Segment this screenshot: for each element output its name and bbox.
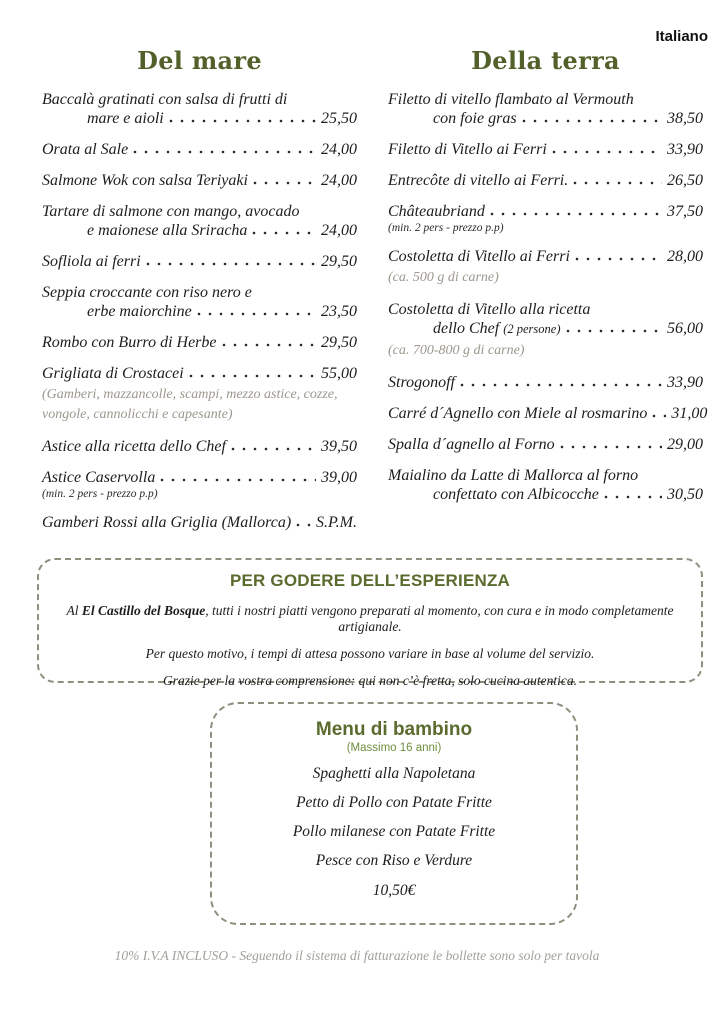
kids-menu-item: Pesce con Riso e Verdure — [315, 852, 473, 869]
dot-leader — [253, 181, 316, 185]
menu-item-line — [388, 247, 703, 266]
dot-leader — [575, 257, 662, 261]
dish-name: Astice Caservolla — [42, 469, 156, 486]
kids-menu-item: Pollo milanese con Patate Fritte — [292, 823, 496, 840]
menu-item-line — [388, 373, 703, 392]
dish-name: confettato con Albicocche — [433, 486, 599, 503]
experience-line-2: Per questo motivo, i tempi di attesa possono variare in base al volume del servizio. — [145, 646, 595, 661]
dish-price: 39,50 — [321, 438, 357, 455]
dish-price: 33,90 — [667, 141, 703, 158]
menu-item — [42, 364, 357, 425]
dish-price: 25,50 — [321, 110, 357, 127]
menu-item-line — [388, 171, 703, 190]
dish-price: 30,50 — [667, 486, 703, 503]
experience-line-3: Grazie per la vostra comprensione: qui non c’è fretta, solo cucina autentica. — [162, 673, 578, 688]
del-mare-items — [42, 90, 357, 532]
menu-item — [42, 252, 357, 271]
menu-item — [388, 140, 703, 159]
dish-name: Salmone Wok con salsa Teriyaki — [42, 172, 248, 189]
dish-name: Entrecôte di vitello ai Ferri. — [388, 172, 569, 189]
menu-item — [42, 513, 357, 532]
dish-name: erbe maiorchine — [87, 303, 192, 320]
menu-item — [42, 333, 357, 352]
dot-leader — [252, 231, 316, 235]
section-title-del-mare: Del mare — [137, 46, 262, 75]
dish-name: Seppia croccante con riso nero e — [42, 284, 252, 301]
dish-note: (min. 2 pers - prezzo p.p) — [42, 488, 158, 500]
dish-price: 55,00 — [321, 365, 357, 382]
kids-menu-items — [212, 766, 576, 869]
dish-note: (ca. 700-800 g di carne) — [388, 343, 525, 358]
dish-price: 23,50 — [321, 303, 357, 320]
dot-leader — [160, 478, 316, 482]
dish-price: 29,50 — [321, 253, 357, 270]
dish-price: 38,50 — [667, 110, 703, 127]
dot-leader — [189, 374, 316, 378]
dish-price: 29,00 — [667, 436, 703, 453]
menu-item — [42, 171, 357, 190]
dot-leader — [573, 181, 662, 185]
menu-item — [388, 90, 703, 128]
experience-line-1 — [39, 603, 701, 635]
menu-item — [388, 171, 703, 190]
dish-name: Strogonoff — [388, 374, 455, 391]
menu-item — [388, 466, 703, 504]
menu-item-line — [42, 283, 357, 302]
dish-name: Tartare di salmone con mango, avocado — [42, 203, 300, 220]
dish-price: 28,00 — [667, 248, 703, 265]
menu-item-line — [42, 90, 357, 109]
dish-name: e maionese alla Sriracha — [87, 222, 248, 239]
dish-price: 56,00 — [667, 320, 703, 337]
experience-intro-prefix: Al — [66, 603, 82, 618]
menu-item — [42, 140, 357, 159]
menu-item-line — [388, 109, 703, 128]
experience-box-title: PER GODERE DELL’ESPERIENZA — [229, 571, 511, 590]
menu-item-line — [42, 513, 357, 532]
dot-leader — [169, 119, 316, 123]
section-title-della-terra: Della terra — [471, 46, 620, 75]
dish-name: con foie gras — [433, 110, 517, 127]
dish-name: Carré d´Agnello con Miele al rosmarino — [388, 405, 648, 422]
experience-intro-rest: , tutti i nostri piatti vengono preparati al momento, con cura e in modo completamente artigianale. — [205, 603, 674, 634]
menu-item — [42, 202, 357, 240]
dish-name: Rombo con Burro di Herbe — [42, 334, 217, 351]
dish-name: Orata al Sale — [42, 141, 129, 158]
dish-name: dello Chef (2 persone) — [433, 320, 561, 337]
menu-item-line — [388, 485, 703, 504]
menu-item-line — [42, 437, 357, 456]
dish-name: Spalla d´agnello al Forno — [388, 436, 555, 453]
dish-price: 37,50 — [667, 203, 703, 220]
dot-leader — [560, 445, 662, 449]
dot-leader — [222, 343, 317, 347]
dot-leader — [296, 523, 311, 527]
menu-item — [42, 283, 357, 321]
dot-leader — [566, 329, 663, 333]
menu-item-line — [388, 202, 703, 221]
menu-item-line — [42, 221, 357, 240]
menu-item — [388, 300, 703, 361]
dot-leader — [652, 414, 666, 418]
menu-item — [388, 435, 703, 454]
dish-price: 24,00 — [321, 222, 357, 239]
dot-leader — [522, 119, 662, 123]
dish-name: Gamberi Rossi alla Griglia (Mallorca) — [42, 514, 292, 531]
dish-name: Sofliola ai ferri — [42, 253, 141, 270]
kids-menu-price: 10,50€ — [372, 882, 416, 899]
dot-leader — [231, 447, 316, 451]
dish-name: mare e aioli — [87, 110, 164, 127]
menu-item-line — [42, 364, 357, 383]
menu-item — [388, 373, 703, 392]
menu-item — [42, 468, 357, 501]
kids-menu-item: Petto di Pollo con Patate Fritte — [296, 794, 492, 811]
menu-item-line — [388, 435, 703, 454]
menu-item-line — [42, 333, 357, 352]
dish-price: S.P.M. — [315, 514, 357, 531]
dot-leader — [490, 212, 662, 216]
menu-item-line — [42, 468, 357, 487]
dish-name: Maialino da Latte di Mallorca al forno — [388, 467, 639, 484]
dish-price: 24,00 — [321, 141, 357, 158]
restaurant-name: El Castillo del Bosque — [81, 603, 206, 618]
menu-item-line — [388, 140, 703, 159]
menu-item — [42, 437, 357, 456]
menu-item-line — [42, 202, 357, 221]
dish-price: 26,50 — [667, 172, 703, 189]
kids-menu-box — [210, 702, 578, 925]
menu-item-line — [42, 140, 357, 159]
menu-item-line — [388, 90, 703, 109]
menu-item-line — [42, 109, 357, 128]
dish-note: (Gamberi, mazzancolle, scampi, mezzo astice, cozze, vongole, cannolicchi e capesante) — [42, 387, 338, 422]
dish-price: 39,00 — [321, 469, 357, 486]
menu-item-line — [388, 300, 703, 319]
dish-name: Filetto di vitello flambato al Vermouth — [388, 91, 634, 108]
menu-item — [388, 404, 708, 423]
dish-price: 24,00 — [321, 172, 357, 189]
section-del-mare — [42, 46, 357, 544]
menu-item — [42, 90, 357, 128]
section-della-terra — [388, 46, 708, 516]
dish-name: Costoletta di Vitello alla ricetta — [388, 301, 591, 318]
dish-price: 31,00 — [671, 405, 708, 422]
kids-menu-title: Menu di bambino — [315, 719, 473, 740]
dot-leader — [133, 150, 316, 154]
menu-item-line — [42, 252, 357, 271]
menu-item-line — [42, 302, 357, 321]
dish-price: 29,50 — [321, 334, 357, 351]
dish-note: (min. 2 pers - prezzo p.p) — [388, 222, 504, 234]
dish-name: Baccalà gratinati con salsa di frutti di — [42, 91, 288, 108]
dot-leader — [146, 262, 316, 266]
menu-item — [388, 202, 703, 235]
dish-price: 33,90 — [667, 374, 703, 391]
dish-name: Châteaubriand — [388, 203, 485, 220]
menu-item-line — [388, 404, 708, 423]
language-label: Italiano — [655, 28, 708, 45]
experience-info-box — [37, 558, 703, 688]
dot-leader — [460, 383, 662, 387]
menu-item-line — [388, 319, 703, 339]
kids-menu-item: Spaghetti alla Napoletana — [312, 765, 476, 782]
footer-note: 10% I.V.A INCLUSO - Seguendo il sistema di fatturazione le bollette sono solo per tavola — [114, 948, 600, 963]
dot-leader — [552, 150, 662, 154]
dish-name: Grigliata di Crostacei — [42, 365, 184, 382]
dot-leader — [197, 312, 316, 316]
kids-menu-subtitle: (Massimo 16 anni) — [346, 742, 442, 754]
dish-name: Costoletta di Vitello ai Ferri — [388, 248, 570, 265]
menu-item-line — [388, 466, 703, 485]
dish-inline-note: (2 persone) — [503, 322, 561, 336]
menu-item-line — [42, 171, 357, 190]
della-terra-items — [388, 90, 708, 504]
menu-item — [388, 247, 703, 288]
dish-name: Astice alla ricetta dello Chef — [42, 438, 226, 455]
dot-leader — [604, 495, 662, 499]
dish-name: Filetto di Vitello ai Ferri — [388, 141, 547, 158]
dish-note: (ca. 500 g di carne) — [388, 270, 499, 285]
